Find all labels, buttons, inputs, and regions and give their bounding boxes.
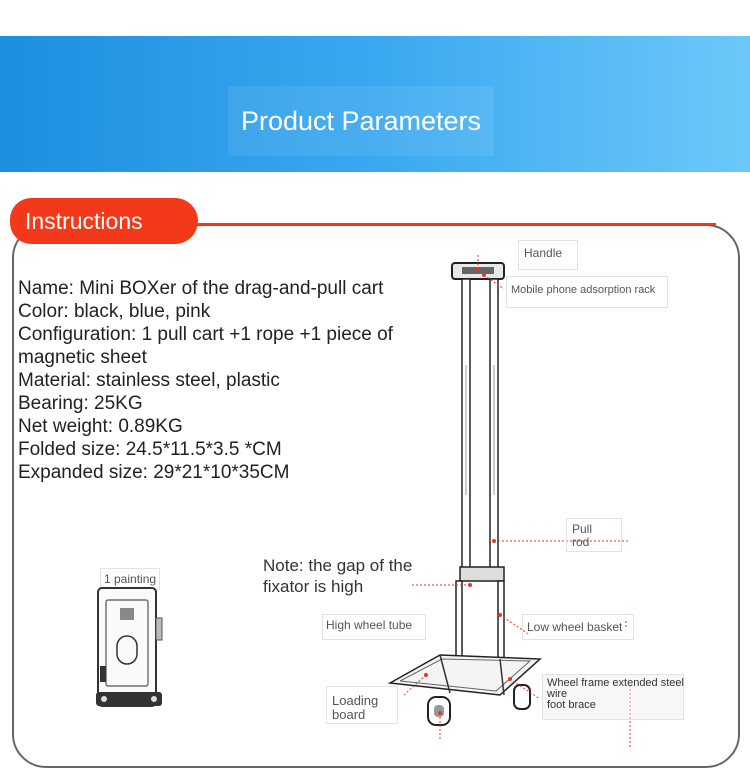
gap-note-line-1: Note: the gap of the [263, 556, 413, 575]
foot-brace-label: foot brace [547, 699, 596, 711]
wheel-frame-label [547, 678, 684, 711]
loading-board-label [332, 694, 378, 722]
spec-folded-size: Folded size: 24.5*11.5*3.5 *CM [18, 439, 282, 460]
folded-cart-image [92, 566, 168, 712]
spec-list [18, 277, 393, 484]
high-wheel-tube-label: High wheel tube [326, 618, 413, 632]
painting-label: 1 painting [104, 572, 157, 586]
low-wheel-basket-label: Low wheel basket [527, 620, 623, 634]
spec-color: Color: black, blue, pink [18, 301, 211, 322]
spec-material: Material: stainless steel, plastic [18, 370, 280, 391]
spec-bearing: Bearing: 25KG [18, 393, 143, 414]
spec-net-weight: Net weight: 0.89KG [18, 416, 183, 437]
section-title: Instructions [10, 198, 198, 244]
header-banner [0, 36, 750, 172]
spec-configuration-cont: magnetic sheet [18, 347, 147, 368]
gap-note-line-2: fixator is high [263, 577, 364, 596]
page-title: Product Parameters [228, 86, 494, 156]
section-divider [190, 223, 716, 225]
wheel-frame-label-line-2: wire [547, 688, 568, 700]
pull-rod-label-line-1: Pull [572, 522, 593, 536]
phone-rack-label: Mobile phone adsorption rack [511, 284, 656, 296]
spec-configuration: Configuration: 1 pull cart +1 rope +1 piece of [18, 324, 393, 345]
handle-label: Handle [524, 246, 563, 260]
wheel-frame-label-line-1: Wheel frame extended steel [547, 677, 684, 689]
pull-rod-label-line-2: rod [572, 535, 590, 549]
loading-board-label-line-2: board [332, 707, 366, 722]
pull-rod-label [572, 523, 592, 549]
spec-name: Name: Mini BOXer of the drag-and-pull cart [18, 278, 384, 299]
loading-board-label-line-1: Loading [332, 693, 379, 708]
spec-expanded-size: Expanded size: 29*21*10*35CM [18, 462, 290, 483]
